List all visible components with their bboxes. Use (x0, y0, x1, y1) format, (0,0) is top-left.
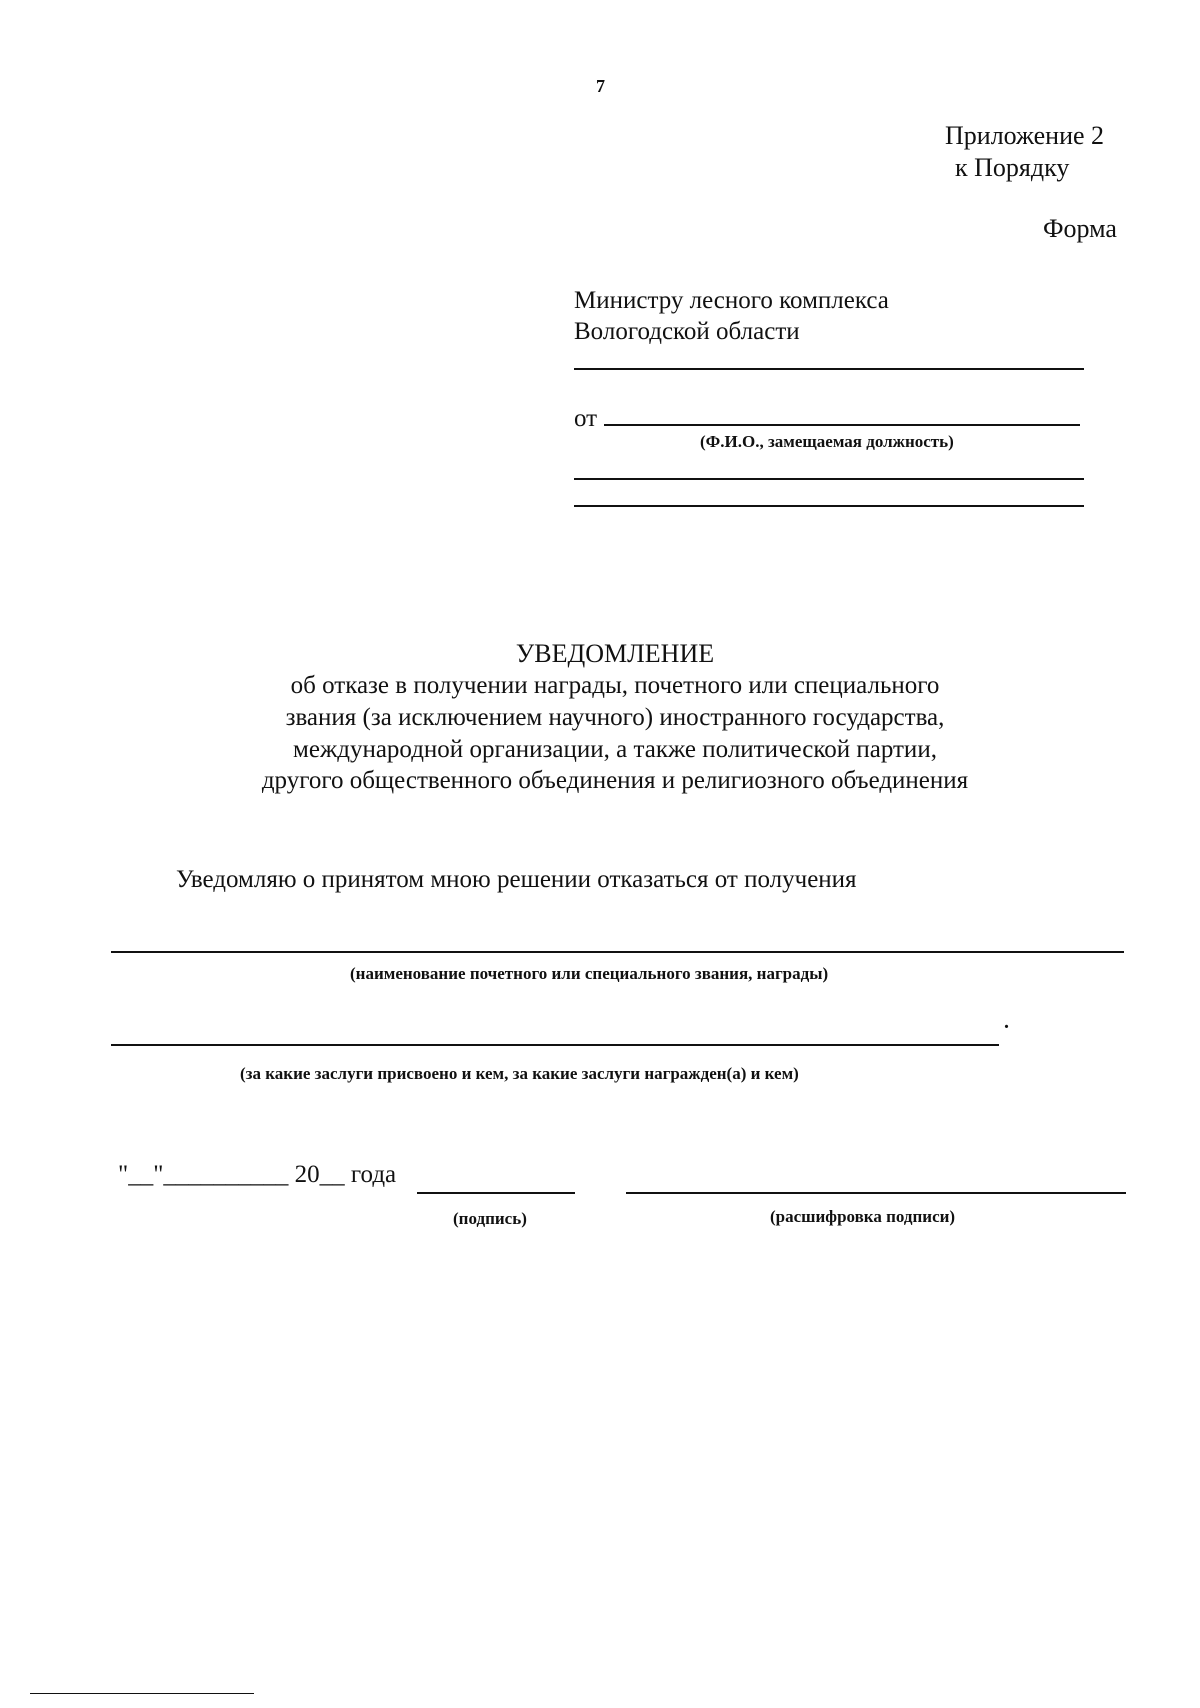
from-blank-line-1 (574, 478, 1084, 480)
signature-decoding-line (626, 1192, 1126, 1194)
from-blank-line-2 (574, 505, 1084, 507)
addressee-blank-line (574, 368, 1084, 370)
signature-caption: (подпись) (453, 1209, 527, 1228)
from-name-line (604, 424, 1080, 426)
award-name-line (111, 951, 1124, 953)
award-caption: (наименование почетного или специального звания, награды) (350, 964, 829, 983)
bottom-scan-line (30, 1693, 254, 1694)
title-line-3: международной организации, а также политической партии, (293, 736, 937, 763)
addressee-line-2: Вологодской области (574, 318, 800, 345)
title-line-1: об отказе в получении награды, почетного или специального (290, 672, 940, 699)
title-line-2: звания (за исключением научного) иностранного государства, (285, 704, 945, 731)
title-line-4: другого общественного объединения и религиозного объединения (261, 767, 969, 794)
date-field: "__"__________ 20__ года (118, 1161, 397, 1188)
from-label: от (574, 405, 598, 432)
signature-decoding-caption: (расшифровка подписи) (770, 1207, 956, 1226)
addressee-line-1: Министру лесного комплекса (574, 287, 889, 314)
form-label: Форма (1043, 214, 1117, 243)
merits-caption: (за какие заслуги присвоено и кем, за какие заслуги награжден(а) и кем) (240, 1064, 799, 1083)
notice-intro: Уведомляю о принятом мною решении отказаться от получения (176, 866, 857, 893)
from-caption: (Ф.И.О., замещаемая должность) (700, 432, 954, 451)
merits-line (111, 1044, 999, 1046)
order-label: к Порядку (955, 153, 1070, 182)
merits-period: . (1004, 1011, 1009, 1033)
signature-line (417, 1192, 575, 1194)
appendix-label: Приложение 2 (945, 121, 1105, 150)
page-number: 7 (596, 76, 605, 96)
document-heading: УВЕДОМЛЕНИЕ (515, 639, 715, 668)
